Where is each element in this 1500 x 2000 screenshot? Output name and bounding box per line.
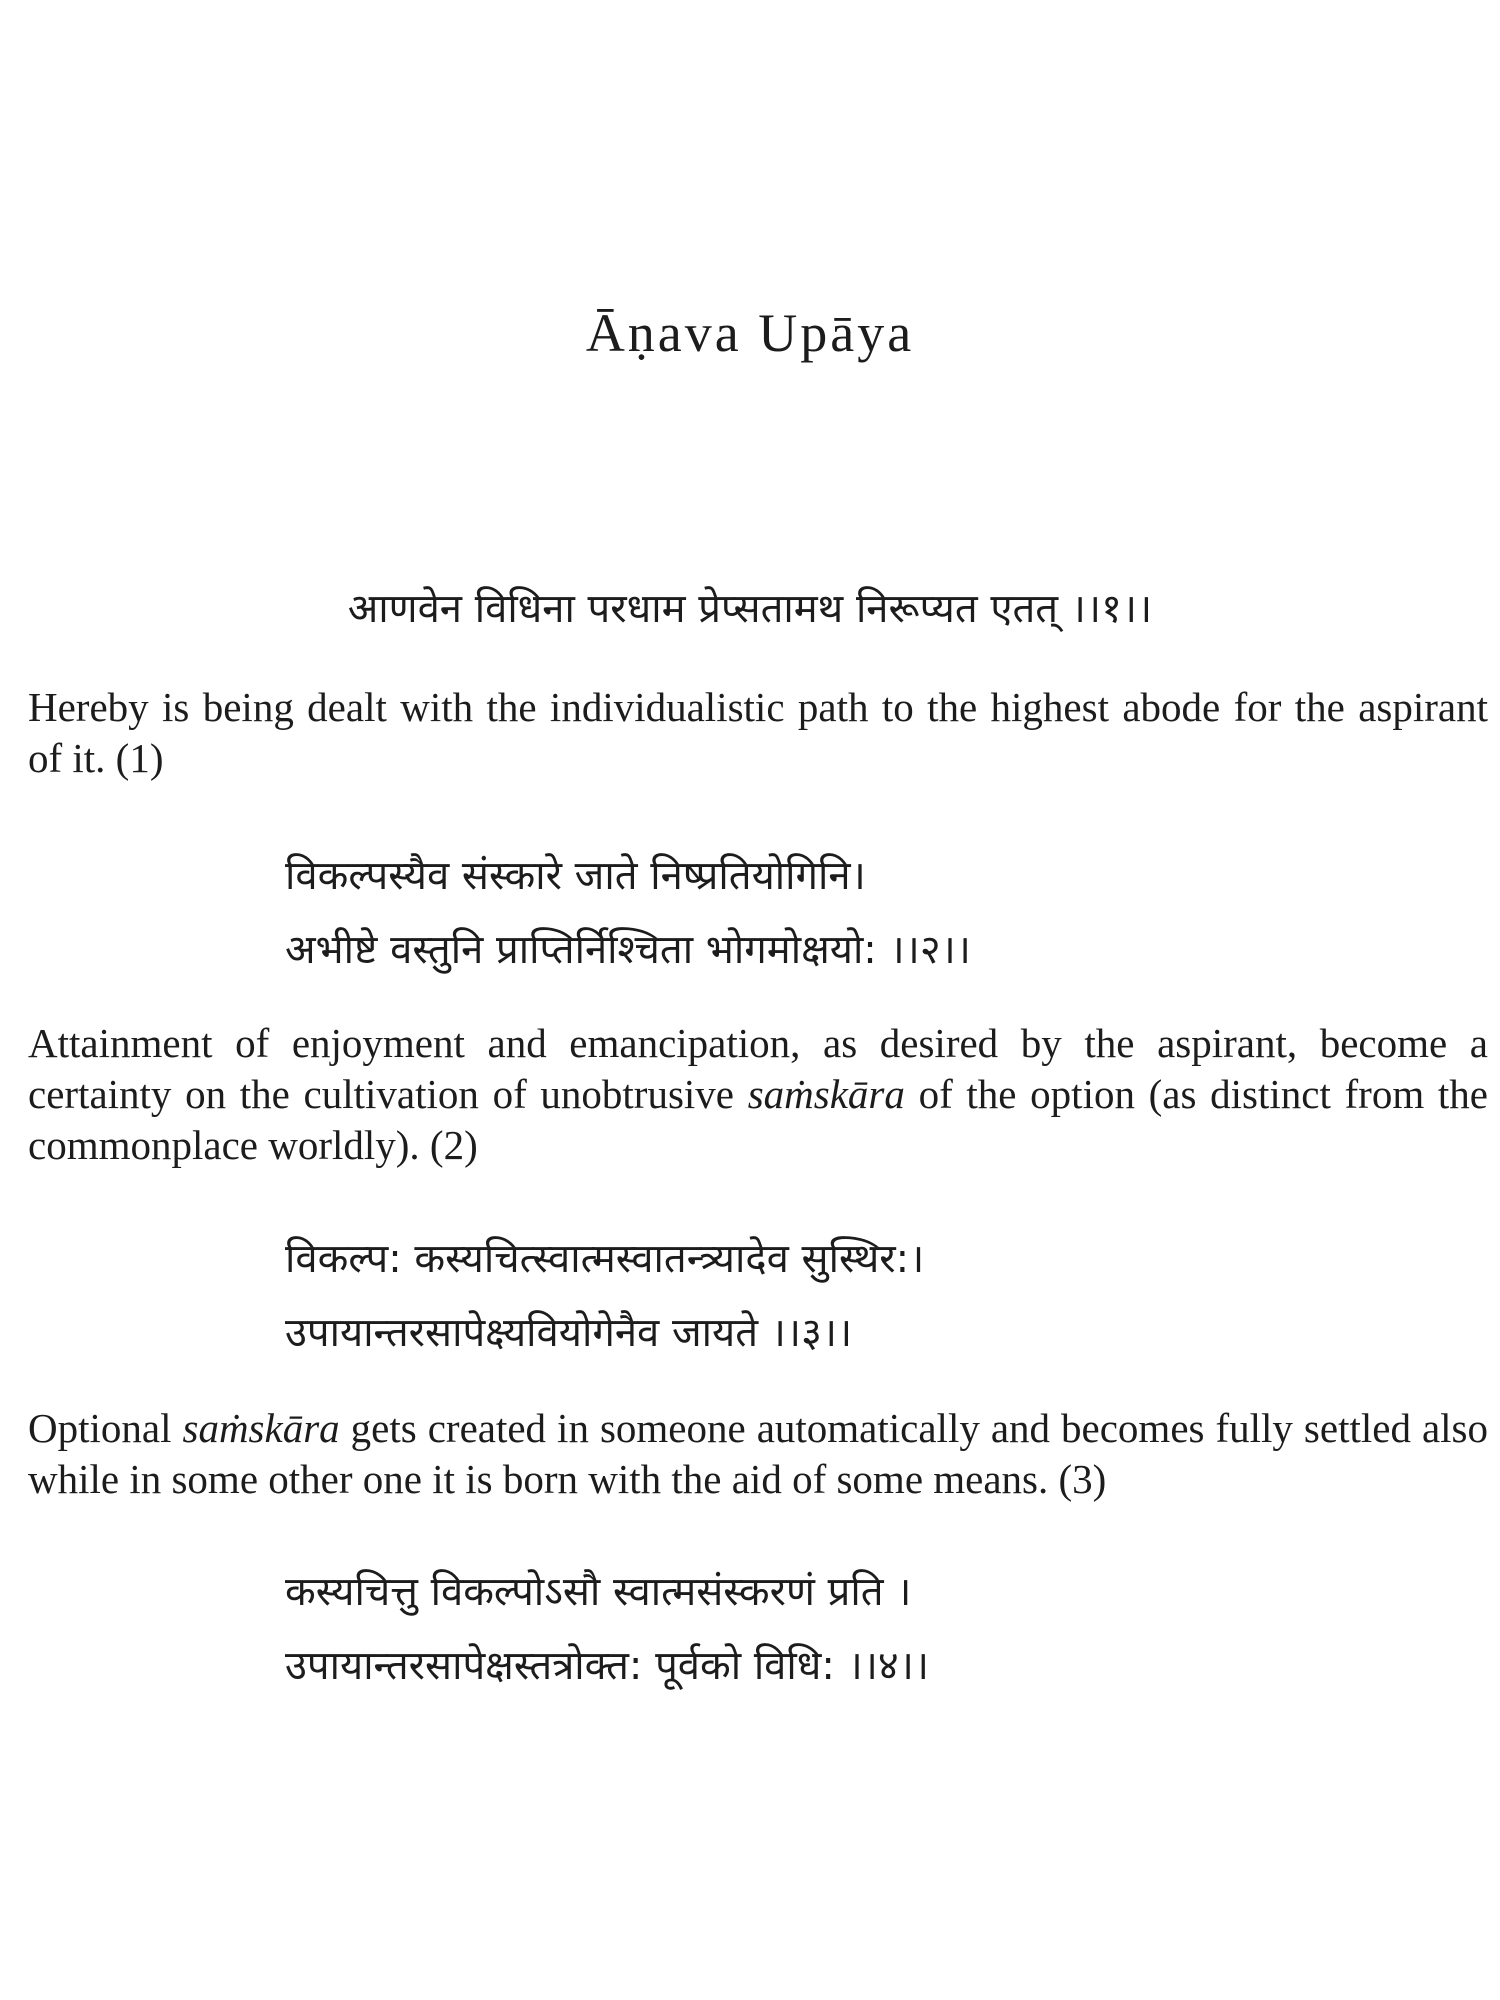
- translation-1: [28, 682, 1488, 784]
- verse-3: [285, 1222, 924, 1370]
- translation-3: [28, 1403, 1488, 1505]
- verse-1-line-1: आणवेन विधिना परधाम प्रेप्सतामथ निरूप्यत एतत् ।।१।।: [347, 586, 1153, 632]
- translation-2: [28, 1018, 1488, 1171]
- verse-4: [285, 1555, 929, 1703]
- verse-4-line-1: कस्यचित्तु विकल्पोऽसौ स्वात्मसंस्करणं प्रति ।: [285, 1569, 912, 1615]
- page-title: Āṇava Upāya: [585, 303, 915, 363]
- verse-1: [0, 572, 1500, 646]
- verse-4-line-2: उपायान्तरसापेक्षस्तत्रोक्त: पूर्वको विधि: ।।४।।: [285, 1643, 930, 1689]
- translation-2-text-before: Attainment of enjoyment and emancipation, as desired by the aspirant, become a certainty on the cultivation of unobtrusive: [28, 1020, 1488, 1117]
- translation-2-text-after: of the option (as distinct from the commonplace worldly). (2): [28, 1071, 1488, 1168]
- translation-3-term: saṁskāra: [182, 1405, 340, 1451]
- translation-2-term: saṁskāra: [747, 1071, 905, 1117]
- verse-3-line-2: उपायान्तरसापेक्ष्यवियोगेनैव जायते ।।३।।: [285, 1310, 853, 1356]
- translation-3-text-before: Optional: [28, 1405, 183, 1451]
- translation-1-text: Hereby is being dealt with the individualistic path to the highest abode for the aspirant of it. (1): [28, 684, 1488, 781]
- verse-2-line-2: अभीष्टे वस्तुनि प्राप्तिर्निश्चिता भोगमोक्षयो: ।।२।।: [285, 927, 971, 973]
- verse-3-line-1: विकल्प: कस्यचित्स्वात्मस्वातन्त्र्यादेव सुस्थिर:।: [285, 1236, 925, 1282]
- verse-2: [285, 839, 971, 987]
- translation-3-text-after: gets created in someone automatically and becomes fully settled also while in some other one it is born with the aid of some means. (3): [28, 1405, 1488, 1502]
- verse-2-line-1: विकल्पस्यैव संस्कारे जाते निष्प्रतियोगिनि।: [285, 853, 866, 899]
